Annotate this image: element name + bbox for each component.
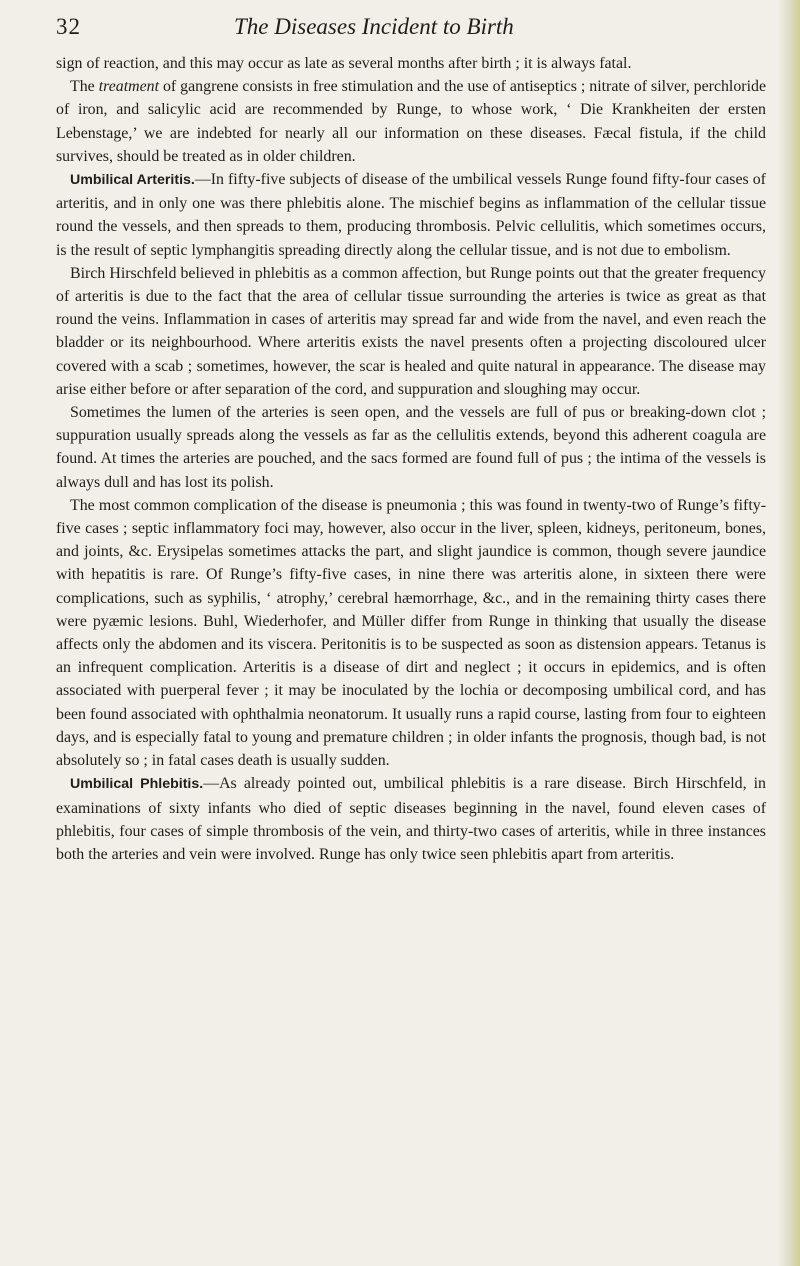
text-body xyxy=(56,52,766,866)
paragraph-umbilical-arteritis xyxy=(56,168,766,262)
paragraph-arteries-lumen xyxy=(56,401,766,494)
paragraph-text: The most common complication of the disease is pneumonia ; this was found in twenty-two of Runge’s fifty-five cases ; septic inflammatory foci may, however, also occur in the liver, spleen, kidneys, peritoneum, bones, and joints, &c. Erysipelas sometimes attacks the part, and slight jaundice is common, though severe jaundice with hepatitis is rare. Of Runge’s fifty-five cases, in nine there was arteritis alone, in sixteen there were complications, such as syphilis, ‘ atrophy,’ cerebral hæmorrhage, &c., and in the remaining thirty cases there were pyæmic lesions. Buhl, Wiederhofer, and Müller differ from Runge in thinking that usually the disease affects only the abdomen and its viscera. Peritonitis is to be suspected as soon as distension appears. Tetanus is an infrequent complication. Arteritis is a disease of dirt and neglect ; it occurs in epidemics, and is often associated with puerperal fever ; it may be inoculated by the lochia or decomposing umbilical cord, and has been found associated with ophthalmia neonatorum. It usually runs a rapid course, lasting from four to eighteen days, and is especially fatal to young and premature children ; in older infants the prognosis, though bad, is not absolutely so ; in fatal cases death is usually sudden. xyxy=(56,496,766,770)
paragraph-lead-in: The xyxy=(70,78,99,96)
paragraph-birch-hirschfeld xyxy=(56,262,766,401)
paragraph-text: —As already pointed out, umbilical phlebitis is a rare disease. Birch Hirschfeld, in examinations of sixty infants who died of septic diseases beginning in the navel, found eleven cases of phlebitis, four cases of simple thrombosis of the vein, and thirty-two cases of arteritis, while in three instances both the arteries and vein were involved. Runge has only twice seen phlebitis apart from arteritis. xyxy=(56,775,766,863)
paragraph-umbilical-phlebitis xyxy=(56,772,766,866)
section-heading-umbilical-phlebitis: Umbilical Phlebitis. xyxy=(70,776,204,793)
paragraph-reaction-fatal xyxy=(56,52,766,75)
page-edge-shadow xyxy=(778,0,800,1266)
page-number: 32 xyxy=(56,14,81,39)
paragraph-treatment xyxy=(56,75,766,168)
paragraph-text: sign of reaction, and this may occur as late as several months after birth ; it is always fatal. xyxy=(56,55,632,72)
paragraph-text: —In fifty-five subjects of disease of the umbilical vessels Runge found fifty-four cases of arteritis, and in only one was there phlebitis alone. The mischief begins as inflammation of the cellular tissue round the vessels, and then spreads to them, producing thrombosis. Pelvic cellulitis, which sometimes occurs, is the result of septic lymphangitis spreading directly along the cellular tissue, and is not due to embolism. xyxy=(56,171,766,259)
page-header xyxy=(56,14,766,44)
italic-term-treatment: treatment xyxy=(98,78,159,96)
paragraph-text: of gangrene consists in free stimulation and the use of antiseptics ; nitrate of silver, perchloride of iron, and salicylic acid are recommended by Runge, to whose work, ‘ Die Krankheiten der ersten Lebenstage,’ we are indebted for nearly all our information on these diseases. Fæcal fistula, if the child survives, should be treated as in older children. xyxy=(56,78,767,165)
paragraph-complications xyxy=(56,494,766,772)
paragraph-text: Sometimes the lumen of the arteries is seen open, and the vessels are full of pus or breaking-down clot ; suppuration usually spreads along the vessels as far as the cellulitis extends, beyond this adherent coagula are found. At times the arteries are pouched, and the sacs formed are found full of pus ; the intima of the vessels is always dull and has lost its polish. xyxy=(56,404,766,491)
paragraph-text: Birch Hirschfeld believed in phlebitis as a common affection, but Runge points out that the greater frequency of arteritis is due to the fact that the area of cellular tissue surrounding the arteries is twice as great as that round the veins. Inflammation in cases of arteritis may spread far and wide from the navel, and even reach the bladder or its neighbourhood. Where arteritis exists the navel presents often a projecting discoloured ulcer covered with a scab ; sometimes, however, the scar is healed and quite natural in appearance. The disease may arise either before or after separation of the cord, and suppuration and sloughing may occur. xyxy=(56,264,766,398)
running-title: The Diseases Incident to Birth xyxy=(234,14,514,39)
section-heading-umbilical-arteritis: Umbilical Arteritis. xyxy=(70,172,195,189)
